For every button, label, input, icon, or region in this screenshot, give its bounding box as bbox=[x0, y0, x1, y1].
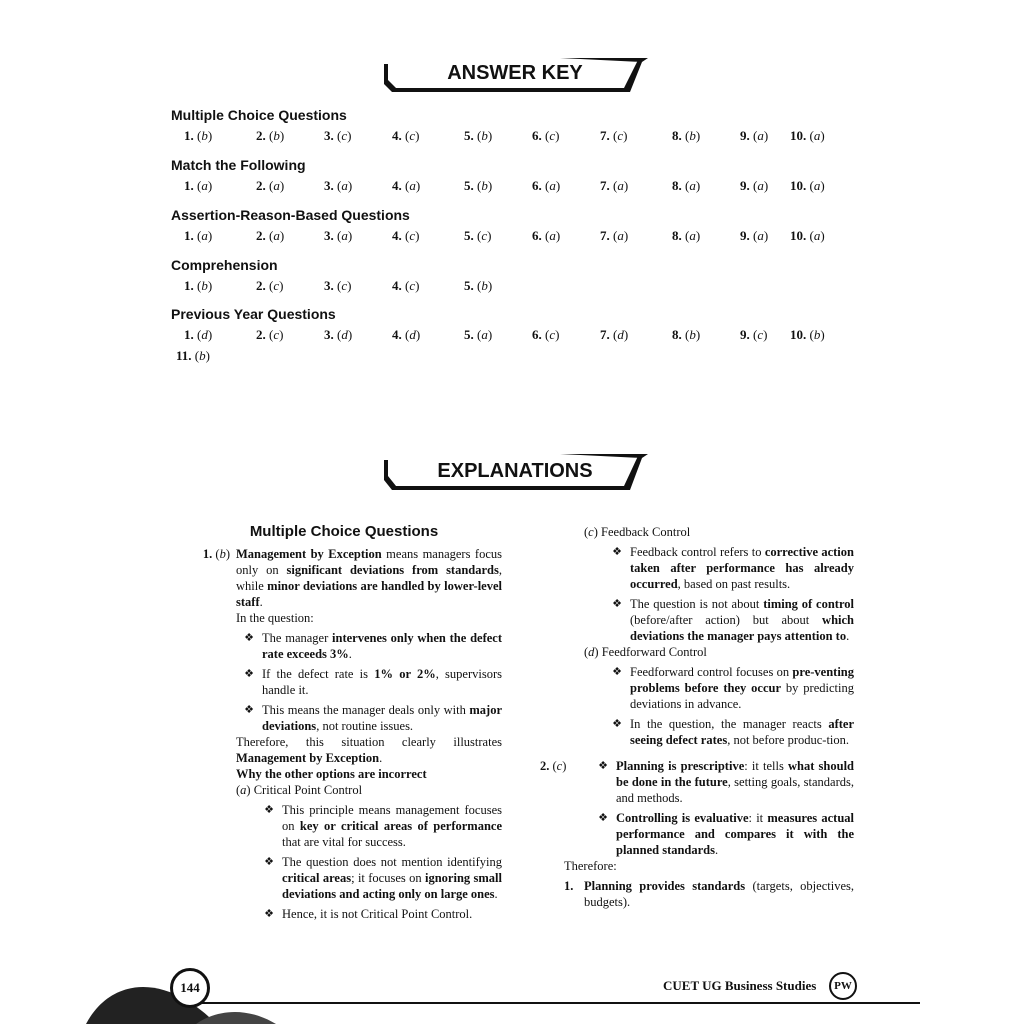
answer-item: 2. (b) bbox=[256, 128, 285, 143]
answer-item: 3. (c) bbox=[324, 278, 352, 293]
answer-cell-wrap bbox=[184, 327, 884, 345]
q1-option-c-bullets bbox=[584, 544, 854, 644]
diamond-bullet-icon: ❖ bbox=[598, 760, 608, 772]
book-title: CUET UG Business Studies bbox=[663, 978, 817, 993]
answer-item: 3. (d) bbox=[324, 327, 353, 342]
answer-cell-wrap bbox=[184, 228, 884, 246]
answer-item: 3. (c) bbox=[324, 128, 352, 143]
q1-option-c-label: (c) Feedback Control bbox=[584, 525, 691, 539]
answer-cell-wrap bbox=[184, 278, 884, 296]
answer-section-title: Assertion-Reason-Based Questions bbox=[171, 207, 410, 223]
q2-number: 2. (c) bbox=[540, 759, 567, 773]
answer-item: 4. (a) bbox=[392, 178, 421, 193]
diamond-bullet-icon: ❖ bbox=[598, 812, 608, 824]
q2-therefore: Therefore: bbox=[564, 859, 617, 873]
bullet-item: ❖ Planning is prescriptive: it tells what should be done in the future, setting goals, standards, and methods. bbox=[590, 758, 854, 806]
explanations-title: EXPLANATIONS bbox=[437, 460, 593, 482]
answer-item: 11. (b) bbox=[176, 348, 210, 363]
diamond-bullet-icon: ❖ bbox=[612, 546, 622, 558]
answer-item: 10. (b) bbox=[790, 327, 825, 342]
answer-cell-wrap bbox=[176, 348, 884, 366]
answer-key-title: ANSWER KEY bbox=[447, 62, 583, 84]
q1-bullets bbox=[236, 630, 502, 734]
answer-section-title: Multiple Choice Questions bbox=[171, 107, 347, 123]
answer-item: 4. (c) bbox=[392, 228, 420, 243]
q1-option-d-label: (d) Feedforward Control bbox=[584, 645, 707, 659]
bullet-item: ❖ This principle means management focuses on key or critical areas of performance that are vital for success. bbox=[256, 802, 502, 850]
diamond-bullet-icon: ❖ bbox=[612, 666, 622, 678]
answer-item: 6. (c) bbox=[532, 128, 560, 143]
answer-item: 3. (a) bbox=[324, 178, 353, 193]
answer-item: 2. (c) bbox=[256, 278, 284, 293]
answer-item: 5. (a) bbox=[464, 327, 493, 342]
answer-item: 5. (b) bbox=[464, 178, 493, 193]
bullet-item: ❖ The manager intervenes only when the defect rate exceeds 3%. bbox=[236, 630, 502, 662]
diamond-bullet-icon: ❖ bbox=[612, 718, 622, 730]
diamond-bullet-icon: ❖ bbox=[264, 856, 274, 868]
bullet-item: ❖ This means the manager deals only with major deviations, not routine issues. bbox=[236, 702, 502, 734]
q1-number: 1. (b) bbox=[202, 547, 230, 561]
bullet-item: ❖ Feedback control refers to corrective action taken after performance has already occurred, based on past results. bbox=[604, 544, 854, 592]
q1-in-question: In the question: bbox=[236, 611, 314, 625]
mcq-explanations-heading: Multiple Choice Questions bbox=[249, 523, 439, 540]
answer-item: 10. (a) bbox=[790, 178, 825, 193]
q1-explanation bbox=[186, 546, 502, 922]
answer-item: 4. (d) bbox=[392, 327, 421, 342]
answer-key-heading bbox=[380, 56, 650, 96]
diamond-bullet-icon: ❖ bbox=[244, 668, 254, 680]
q2-explanation bbox=[540, 758, 854, 910]
bullet-item: ❖ Hence, it is not Critical Point Control. bbox=[256, 906, 502, 922]
bullet-item: ❖ If the defect rate is 1% or 2%, supervisors handle it. bbox=[236, 666, 502, 698]
diamond-bullet-icon: ❖ bbox=[244, 704, 254, 716]
answer-section-title: Comprehension bbox=[171, 257, 278, 273]
bullet-item: ❖ The question does not mention identifying critical areas; it focuses on ignoring small deviations and acting only on large ones. bbox=[256, 854, 502, 902]
answer-item: 4. (c) bbox=[392, 128, 420, 143]
q2-bullets bbox=[590, 758, 854, 858]
bullet-item: ❖ The question is not about timing of control (before/after action) but about which deviations the manager pays attention to. bbox=[604, 596, 854, 644]
answer-item: 6. (a) bbox=[532, 228, 561, 243]
answer-item: 1. (d) bbox=[184, 327, 213, 342]
answer-item: 7. (a) bbox=[600, 228, 629, 243]
answer-cell-wrap bbox=[184, 128, 884, 146]
answer-item: 9. (a) bbox=[740, 178, 769, 193]
answer-cell-wrap bbox=[184, 178, 884, 196]
answer-item: 4. (c) bbox=[392, 278, 420, 293]
answer-item: 7. (d) bbox=[600, 327, 629, 342]
page-number: 144 bbox=[170, 968, 210, 1008]
answer-item: 2. (a) bbox=[256, 178, 285, 193]
answer-item: 2. (a) bbox=[256, 228, 285, 243]
q1-main-text: Management by Exception means managers focus only on significant deviations from standards, while minor deviations are handled by lower-level staff. bbox=[236, 547, 502, 609]
q1-why-heading: Why the other options are incorrect bbox=[236, 767, 427, 781]
answer-section-title: Match the Following bbox=[171, 157, 306, 173]
answer-item: 8. (a) bbox=[672, 178, 701, 193]
q2-point-1: 1. Planning provides standards (targets, objectives, budgets). bbox=[564, 879, 854, 909]
answer-item: 2. (c) bbox=[256, 327, 284, 342]
answer-item: 1. (a) bbox=[184, 178, 213, 193]
diamond-bullet-icon: ❖ bbox=[264, 804, 274, 816]
footer-rule bbox=[200, 1002, 920, 1004]
diamond-bullet-icon: ❖ bbox=[612, 598, 622, 610]
answer-item: 6. (a) bbox=[532, 178, 561, 193]
answer-item: 8. (b) bbox=[672, 128, 701, 143]
answer-item: 9. (c) bbox=[740, 327, 768, 342]
explanations-left-column bbox=[186, 524, 502, 922]
answer-item: 9. (a) bbox=[740, 228, 769, 243]
bullet-item: ❖ Controlling is evaluative: it measures actual performance and compares it with the planned standards. bbox=[590, 810, 854, 858]
answer-item: 1. (a) bbox=[184, 228, 213, 243]
answer-item: 1. (b) bbox=[184, 128, 213, 143]
answer-item: 3. (a) bbox=[324, 228, 353, 243]
diamond-bullet-icon: ❖ bbox=[244, 632, 254, 644]
q1-option-d-bullets bbox=[584, 664, 854, 748]
q1-option-a-bullets bbox=[236, 802, 502, 922]
answer-item: 6. (c) bbox=[532, 327, 560, 342]
bullet-item: ❖ Feedforward control focuses on pre-venting problems before they occur by predicting deviations in advance. bbox=[604, 664, 854, 712]
answer-item: 7. (c) bbox=[600, 128, 628, 143]
publisher-logo-icon: PW bbox=[829, 972, 857, 1000]
diamond-bullet-icon: ❖ bbox=[264, 908, 274, 920]
q1-therefore: Therefore, this situation clearly illustrates Management by Exception. bbox=[236, 735, 502, 765]
answer-item: 5. (b) bbox=[464, 128, 493, 143]
answer-item: 7. (a) bbox=[600, 178, 629, 193]
answer-item: 5. (b) bbox=[464, 278, 493, 293]
answer-item: 8. (a) bbox=[672, 228, 701, 243]
answer-item: 10. (a) bbox=[790, 228, 825, 243]
answer-item: 1. (b) bbox=[184, 278, 213, 293]
bullet-item: ❖ In the question, the manager reacts after seeing defect rates, not before produc-tion. bbox=[604, 716, 854, 748]
answer-section-title: Previous Year Questions bbox=[171, 306, 336, 322]
answer-item: 10. (a) bbox=[790, 128, 825, 143]
explanations-right-column bbox=[540, 524, 854, 910]
q1-option-a-label: (a) Critical Point Control bbox=[236, 783, 363, 797]
answer-item: 9. (a) bbox=[740, 128, 769, 143]
answer-item: 8. (b) bbox=[672, 327, 701, 342]
answer-item: 5. (c) bbox=[464, 228, 492, 243]
explanations-heading bbox=[380, 452, 650, 492]
